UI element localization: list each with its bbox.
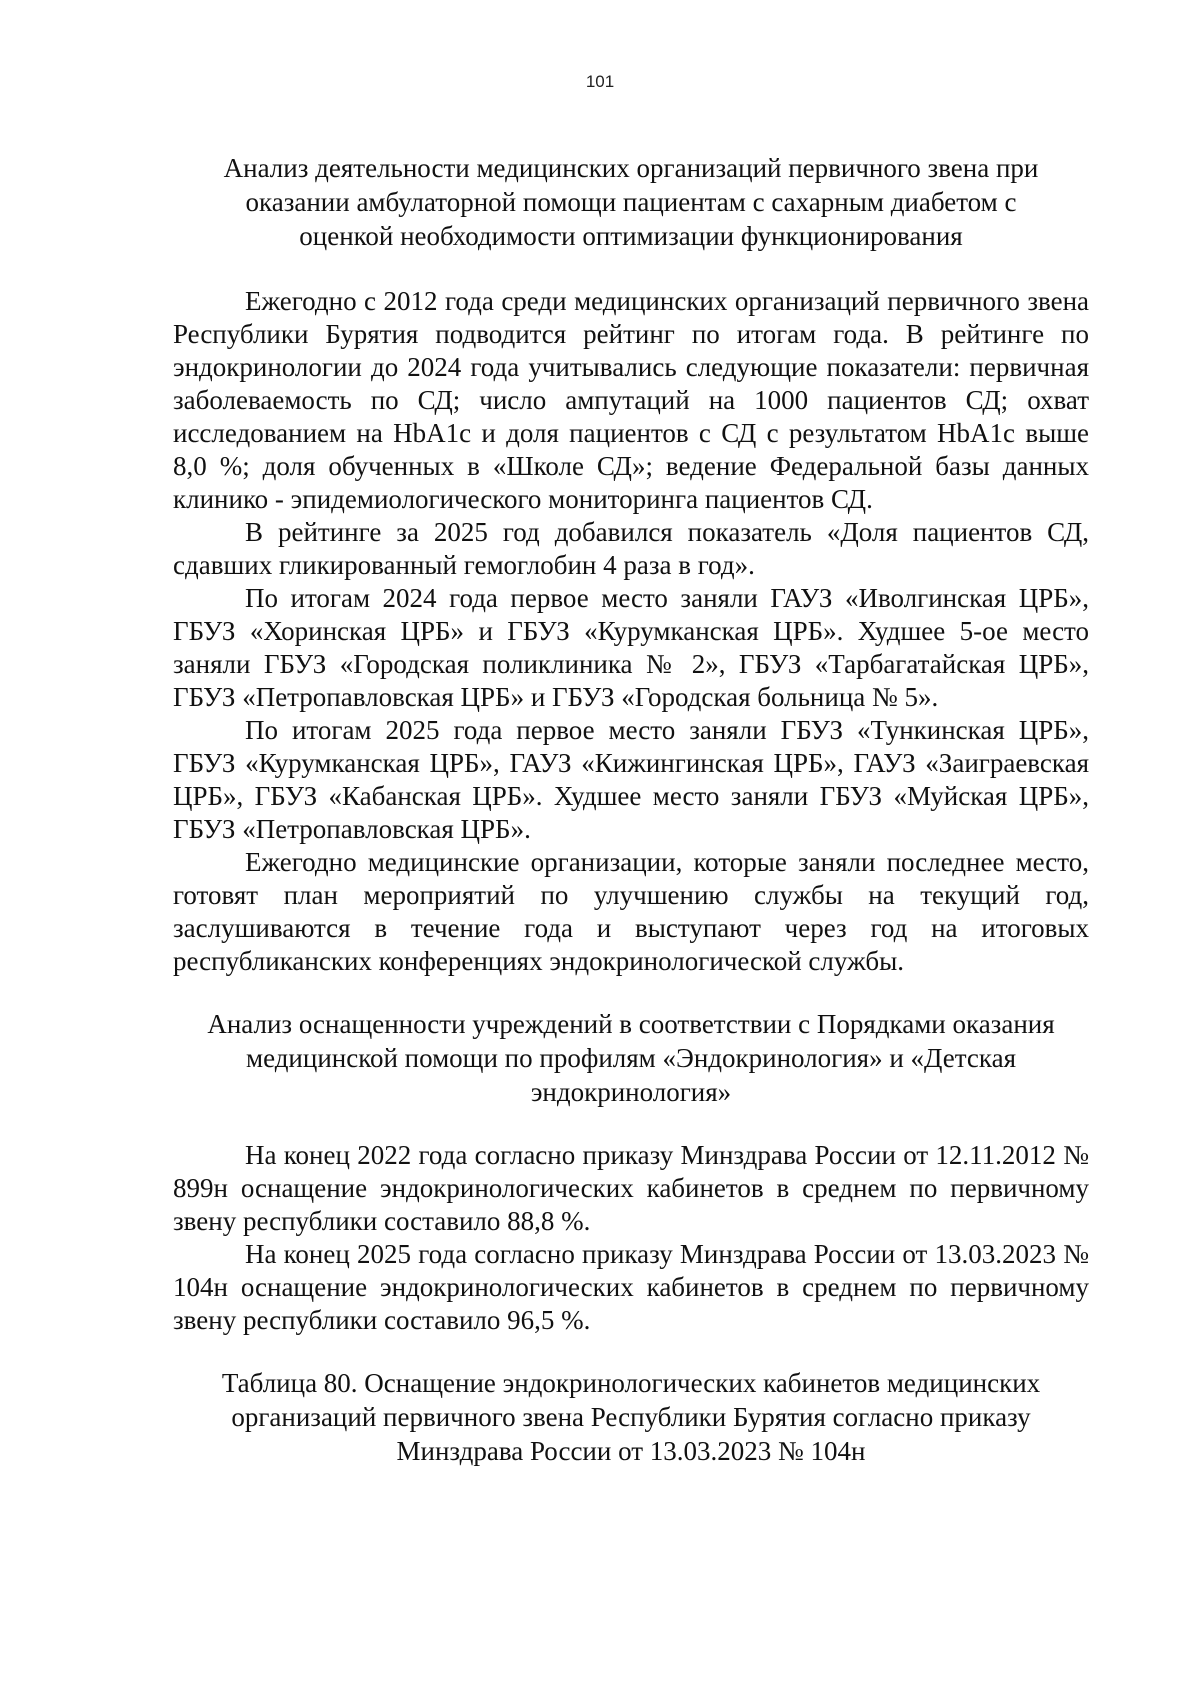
section-heading-equipment-analysis	[173, 1007, 1089, 1109]
heading-line: эндокринология»	[530, 1077, 732, 1107]
caption-line: организаций первичного звена Республики Бурятия согласно приказу	[231, 1402, 1031, 1432]
heading-line: медицинской помощи по профилям «Эндокринология» и «Детская	[245, 1043, 1016, 1073]
heading-line: оказании амбулаторной помощи пациентам с сахарным диабетом с	[245, 187, 1017, 217]
paragraph-results-2025: По итогам 2025 года первое место заняли ГБУЗ «Тункинская ЦРБ», ГБУЗ «Курумканская ЦРБ», ГАУЗ «Кижингинская ЦРБ», ГАУЗ «Заиграевская ЦРБ», ГБУЗ «Кабанская ЦРБ». Худшее место заняли ГБУЗ «Муйская ЦРБ», ГБУЗ «Петропавловская ЦРБ».	[173, 715, 1089, 844]
section-heading-activity-analysis	[173, 151, 1089, 253]
paragraph-equipment-2022: На конец 2022 года согласно приказу Минздрава России от 12.11.2012 № 899н оснащение эндокринологических кабинетов в среднем по первичному звену республики составило 88,8 %.	[173, 1140, 1089, 1236]
paragraph-results-2024: По итогам 2024 года первое место заняли ГАУЗ «Иволгинская ЦРБ», ГБУЗ «Хоринская ЦРБ» и ГБУЗ «Курумканская ЦРБ». Худшее 5-ое место заняли ГБУЗ «Городская поликлиника № 2», ГБУЗ «Тарбагатайская ЦРБ», ГБУЗ «Петропавловская ЦРБ» и ГБУЗ «Городская больница № 5».	[173, 583, 1089, 712]
heading-line: оценкой необходимости оптимизации функционирования	[299, 221, 963, 251]
paragraph-improvement-plan: Ежегодно медицинские организации, которые заняли последнее место, готовят план мероприятий по улучшению службы на текущий год, заслушиваются в течение года и выступают через год на итоговых республиканских конференциях эндокринологической службы.	[173, 847, 1089, 976]
caption-line: Таблица 80. Оснащение эндокринологических кабинетов медицинских	[221, 1368, 1041, 1398]
paragraph-equipment-2025: На конец 2025 года согласно приказу Минздрава России от 13.03.2023 № 104н оснащение эндокринологических кабинетов в среднем по первичному звену республики составило 96,5 %.	[173, 1239, 1089, 1335]
caption-line: Минздрава России от 13.03.2023 № 104н	[396, 1436, 866, 1466]
paragraph-rating-intro: Ежегодно с 2012 года среди медицинских организаций первичного звена Республики Бурятия подводится рейтинг по итогам года. В рейтинге по эндокринологии до 2024 года учитывались следующие показатели: первичная заболеваемость по СД; число ампутаций на 1000 пациентов СД; охват исследованием на HbA1c и доля пациентов с СД с результатом HbA1c выше 8,0 %; доля обученных в «Школе СД»; ведение Федеральной базы данных клинико - эпидемиологического мониторинга пациентов СД.	[173, 286, 1089, 514]
page-number: 101	[585, 72, 615, 91]
heading-line: Анализ оснащенности учреждений в соответствии с Порядками оказания	[207, 1009, 1055, 1039]
paragraph-rating-2025-indicator: В рейтинге за 2025 год добавился показатель «Доля пациентов СД, сдавших гликированный гемоглобин 4 раза в год».	[173, 517, 1089, 580]
section-body-equipment-analysis	[173, 1139, 1089, 1337]
section-body-activity-analysis	[173, 285, 1089, 978]
heading-line: Анализ деятельности медицинских организаций первичного звена при	[223, 153, 1039, 183]
table-caption	[173, 1366, 1089, 1468]
page-content	[173, 151, 1089, 1468]
